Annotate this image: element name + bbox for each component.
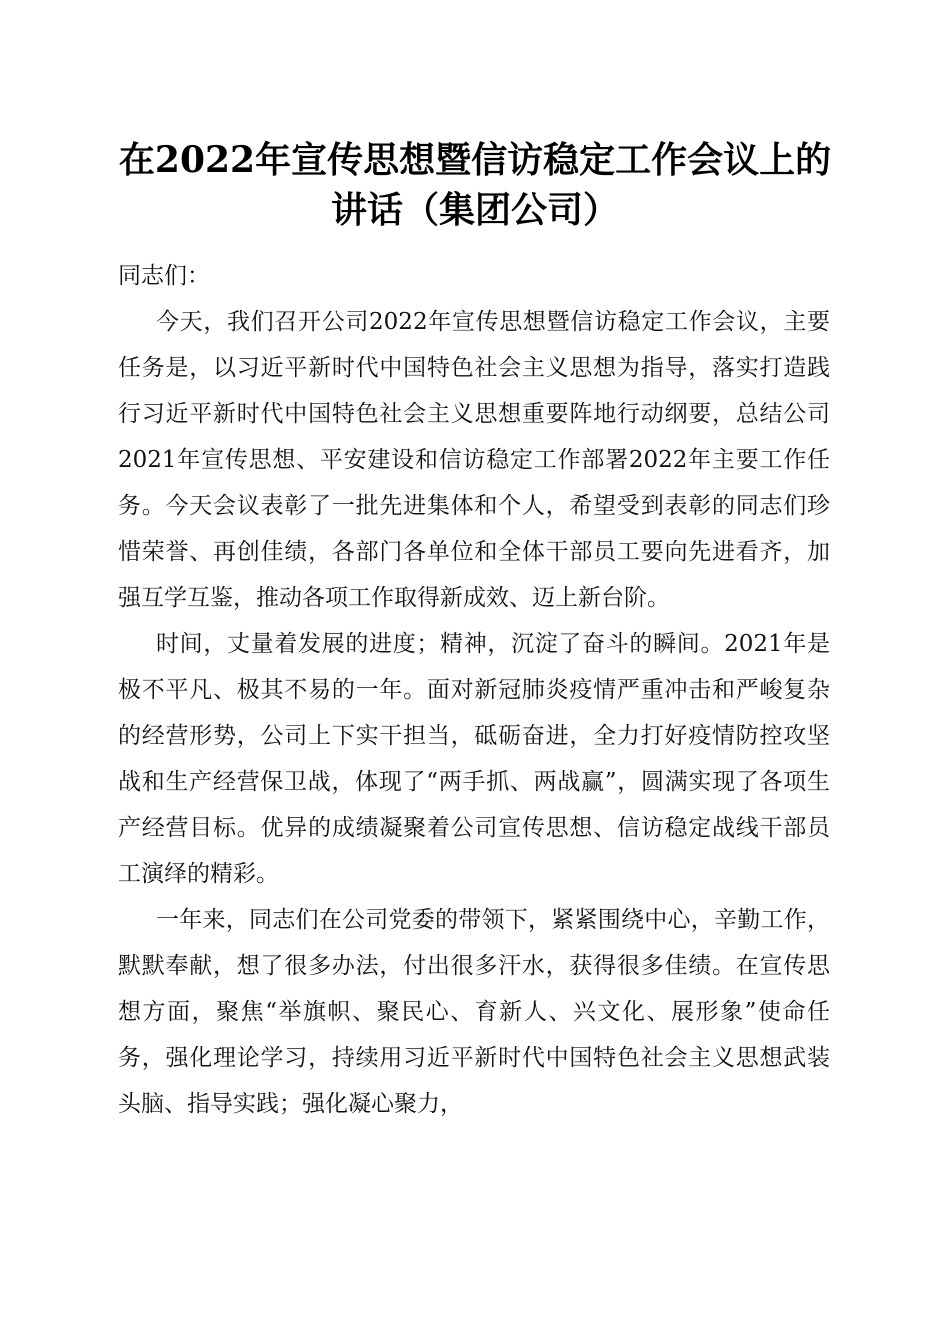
paragraph-2: 时间，丈量着发展的进度；精神，沉淀了奋斗的瞬间。2021年是极不平凡、极其不易的一年。面对新冠肺炎疫情严重冲击和严峻复杂的经营形势，公司上下实干担当，砥砺奋进，全力打好疫情防控攻坚战和生产经营保卫战，体现了“两手抓、两战赢”，圆满实现了各项生产经营目标。优异的成绩凝聚着公司宣传思想、信访稳定战线干部员工演绎的精彩。 [118, 631, 830, 887]
document-body [118, 253, 830, 1127]
title-line-2: 讲话（集团公司） [330, 189, 619, 231]
document-title [100, 135, 850, 235]
salutation: 同志们： [118, 263, 210, 289]
title-line-1: 在2022年宣传思想暨信访稳定工作会议上的 [118, 139, 832, 181]
paragraph-1: 今天，我们召开公司2022年宣传思想暨信访稳定工作会议，主要任务是，以习近平新时代中国特色社会主义思想为指导，落实打造践行习近平新时代中国特色社会主义思想重要阵地行动纲要，总结公司2021年宣传思想、平安建设和信访稳定工作部署2022年主要工作任务。今天会议表彰了一批先进集体和个人，希望受到表彰的同志们珍惜荣誉、再创佳绩，各部门各单位和全体干部员工要向先进看齐，加强互学互鉴，推动各项工作取得新成效、迈上新台阶。 [118, 309, 830, 611]
paragraph-3: 一年来，同志们在公司党委的带领下，紧紧围绕中心，辛勤工作，默默奉献，想了很多办法，付出很多汗水，获得很多佳绩。在宣传思想方面，聚焦“举旗帜、聚民心、育新人、兴文化、展形象”使命任务，强化理论学习，持续用习近平新时代中国特色社会主义思想武装头脑、指导实践；强化凝心聚力， [118, 907, 830, 1117]
